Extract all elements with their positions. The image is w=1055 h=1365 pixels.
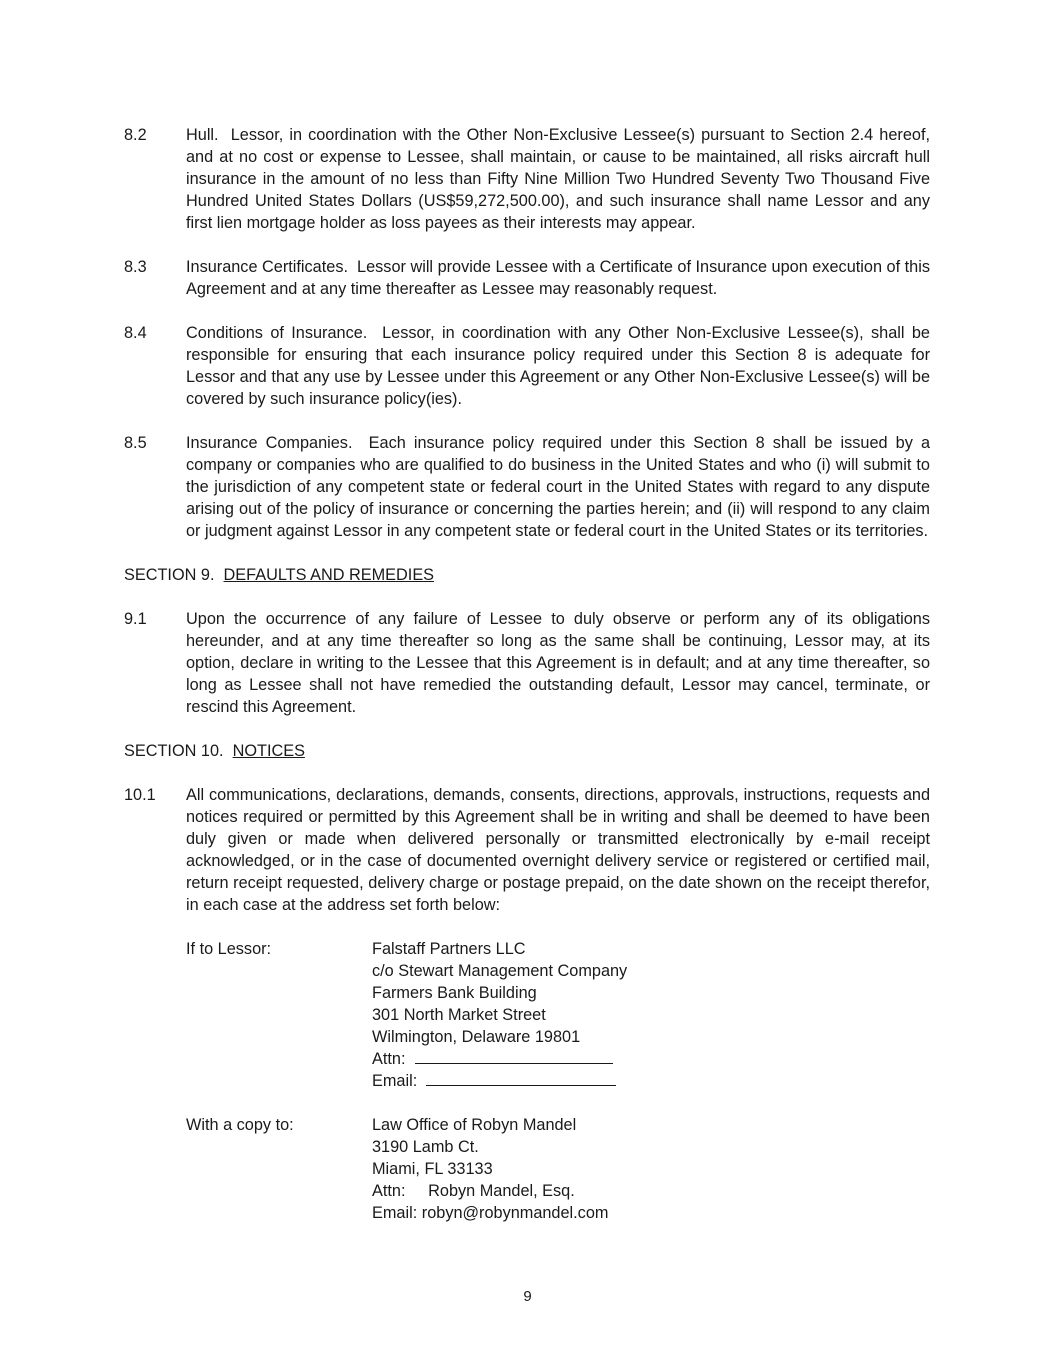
lessor-name: Falstaff Partners LLC [372,940,526,958]
clause-number: 8.5 [124,434,147,452]
clause-number: 9.1 [124,610,147,628]
email-blank [426,1070,616,1086]
page-number: 9 [523,1288,532,1305]
email-line [372,1202,608,1224]
section-prefix: SECTION 9. [124,566,215,584]
clause-number: 8.4 [124,324,147,342]
clause-10-1 [124,784,930,916]
copy-address-block [186,1114,930,1224]
clause-8-2 [124,124,930,234]
clause-title: Insurance Companies. [186,434,353,452]
clause-title: Insurance Certificates. [186,258,348,276]
email-label: Email: [372,1204,418,1222]
clause-9-1 [124,608,930,718]
clause-number: 10.1 [124,786,156,804]
email-label: Email: [372,1072,418,1090]
email-line [372,1070,627,1092]
address-label: If to Lessor: [186,940,272,958]
section-prefix: SECTION 10. [124,742,224,760]
attn-value: Robyn Mandel, Esq. [428,1182,575,1200]
address-line: 301 North Market Street [372,1006,546,1024]
section-9-heading [124,564,930,586]
attn-blank [415,1048,613,1064]
clause-8-3 [124,256,930,300]
clause-title: Conditions of Insurance. [186,324,368,342]
clause-number: 8.3 [124,258,147,276]
attn-line [372,1180,608,1202]
address-line: Wilmington, Delaware 19801 [372,1028,581,1046]
clause-text: Lessor, in coordination with any Other Non-Exclusive Lessee(s), shall be responsible for ensuring that each insurance policy required under this Section 8 is adequate for Lessor and that any use by Lessee under this Agreement or any Other Non-Exclusive Lessee(s) will be covered by such insurance policy(ies). [186,324,930,408]
email-value[interactable]: robyn@robynmandel.com [421,1204,609,1222]
attn-label: Attn: [372,1050,406,1068]
address-line: c/o Stewart Management Company [372,962,628,980]
section-title: DEFAULTS AND REMEDIES [223,566,435,584]
section-10-heading [124,740,930,762]
address-line: Farmers Bank Building [372,984,537,1002]
clause-text: Each insurance policy required under this Section 8 shall be issued by a company or companies who are qualified to do business in the United States and who (i) will submit to the jurisdiction of any competent state or federal court in the United States with regard to any dispute arising out of the policy of insurance or concerning the parties herein; and (ii) will respond to any claim or judgment against Lessor in any competent state or federal court in the United States or its territories. [186,434,930,540]
document-page [124,124,930,1246]
clause-text: Lessor, in coordination with the Other Non-Exclusive Lessee(s) pursuant to Section 2.4 hereof, and at no cost or expense to Lessee, shall maintain, or cause to be maintained, all risks aircraft hull insurance in the amount of no less than Fifty Nine Million Two Hundred Seventy Two Thousand Five Hundred United States Dollars (US$59,272,500.00), and such insurance shall name Lessor and any first lien mortgage holder as loss payees as their interests may appear. [186,126,930,232]
section-title: NOTICES [232,742,305,760]
lessor-address-block [186,938,930,1092]
address-label: With a copy to: [186,1116,294,1134]
clause-text: All communications, declarations, demands, consents, directions, approvals, instructions, requests and notices required or permitted by this Agreement shall be in writing and shall be deemed to have been duly given or made when delivered personally or transmitted electronically by e-mail receipt acknowledged, or in the case of documented overnight delivery service or registered or certified mail, return receipt requested, delivery charge or postage prepaid, on the date shown on the receipt therefor, in each case at the address set forth below: [186,786,930,914]
clause-title: Hull. [186,126,219,144]
clause-8-4 [124,322,930,410]
clause-number: 8.2 [124,126,147,144]
attn-label: Attn: [372,1182,406,1200]
clause-text: Upon the occurrence of any failure of Lessee to duly observe or perform any of its obligations hereunder, and at any time thereafter so long as the same shall be continuing, Lessor may, at its option, declare in writing to the Lessee that this Agreement is in default; and at any time thereafter, so long as Lessee shall not have remedied the outstanding default, Lessor may cancel, terminate, or rescind this Agreement. [186,610,930,716]
address-line: Miami, FL 33133 [372,1160,493,1178]
clause-8-5 [124,432,930,542]
copy-name: Law Office of Robyn Mandel [372,1116,577,1134]
address-line: 3190 Lamb Ct. [372,1138,479,1156]
attn-line [372,1048,627,1070]
clause-text: Lessor will provide Lessee with a Certificate of Insurance upon execution of this Agreement and at any time thereafter as Lessee may reasonably request. [186,258,930,298]
